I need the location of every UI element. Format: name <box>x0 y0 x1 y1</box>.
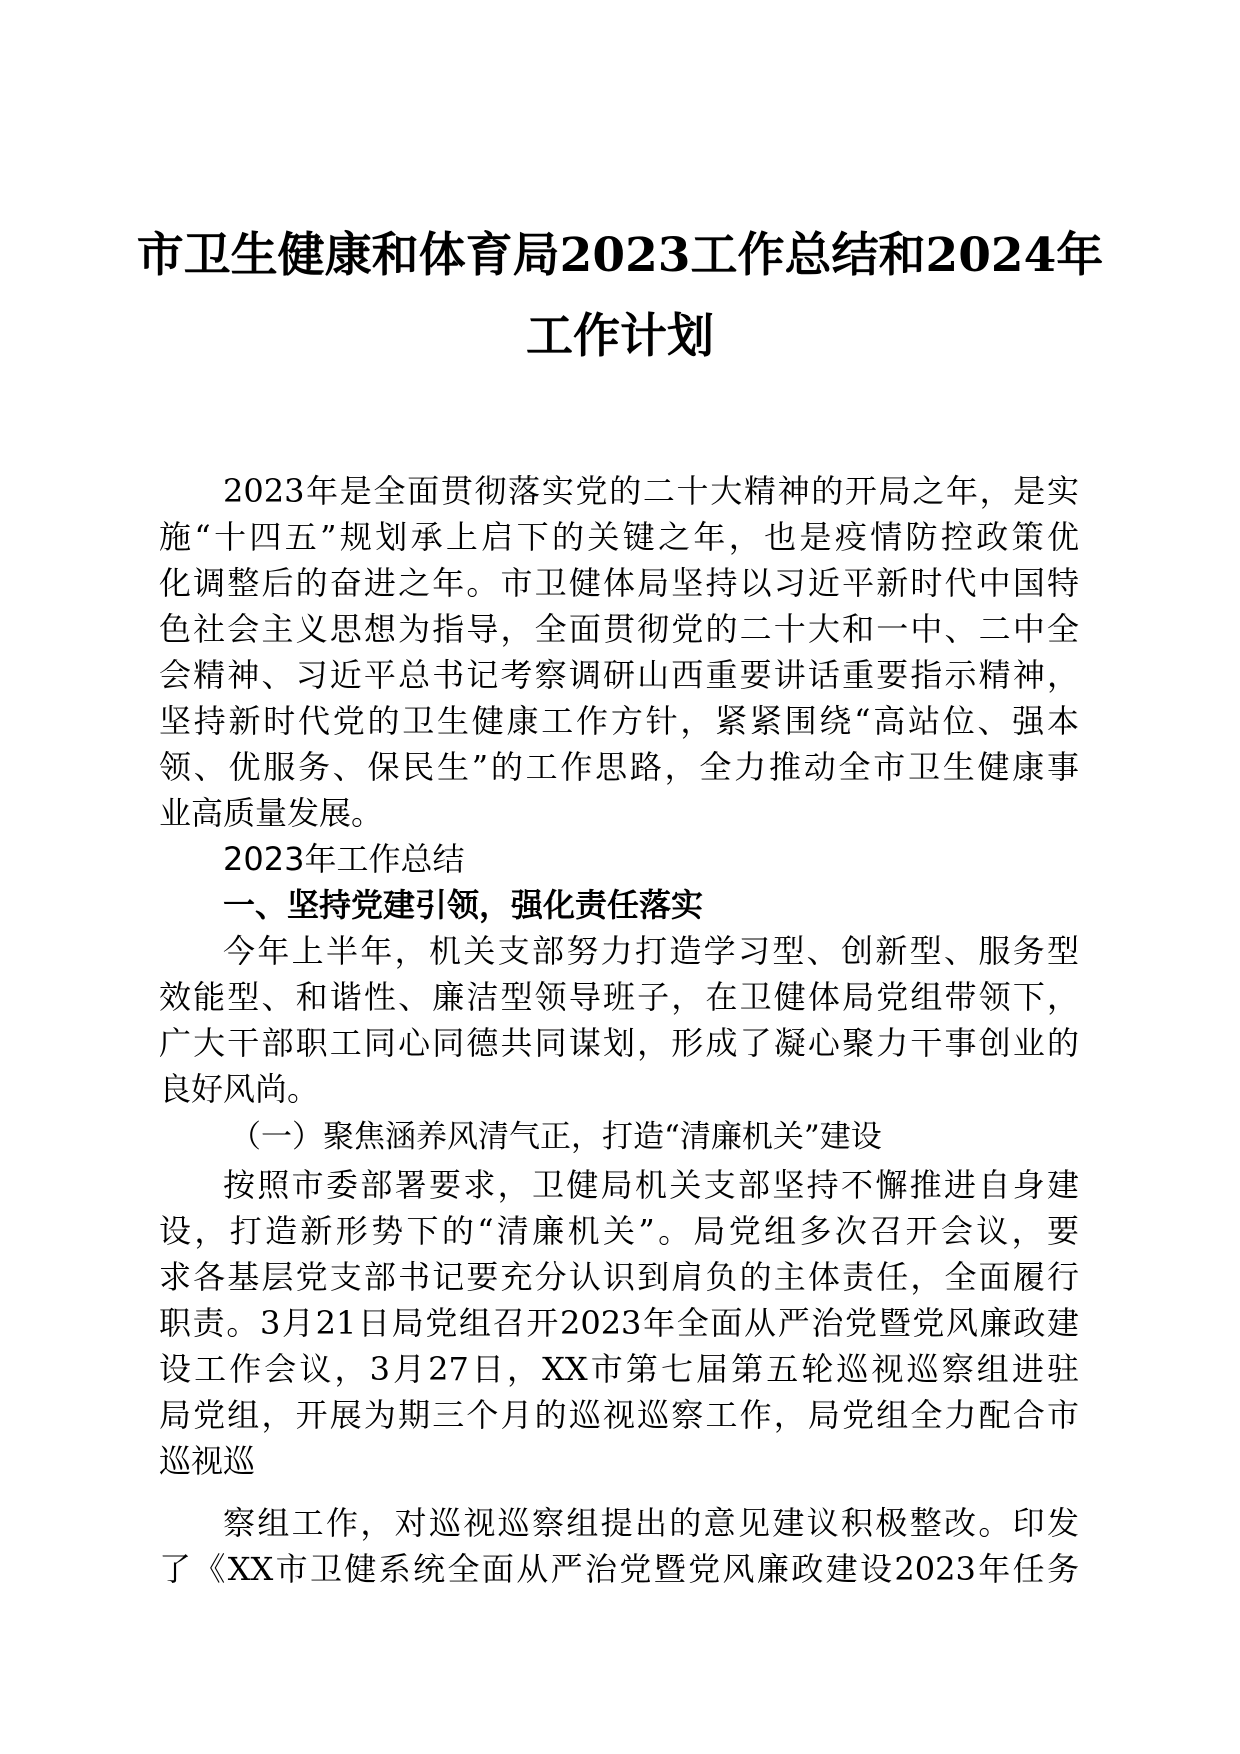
paragraph-line: 设工作会议，3月27日，XX市第七届第五轮巡视巡察组进驻 <box>159 1350 1079 1388</box>
section-heading-summary: 2023年工作总结 <box>223 840 465 878</box>
paragraph-line: 求各基层党支部书记要充分认识到肩负的主体责任，全面履行 <box>159 1258 1079 1296</box>
paragraph-line: 了《XX市卫健系统全面从严治党暨党风廉政建设2023年任务 <box>159 1550 1079 1588</box>
intro-line: 化调整后的奋进之年。市卫健体局坚持以习近平新时代中国特 <box>159 564 1079 602</box>
paragraph-line: 今年上半年，机关支部努力打造学习型、创新型、服务型 <box>223 932 1079 970</box>
paragraph-line: 良好风尚。 <box>159 1070 320 1108</box>
intro-line: 坚持新时代党的卫生健康工作方针，紧紧围绕“高站位、强本 <box>159 702 1079 740</box>
intro-line: 领、优服务、保民生”的工作思路，全力推动全市卫生健康事 <box>159 748 1079 786</box>
paragraph-line: 广大干部职工同心同德共同谋划，形成了凝心聚力干事创业的 <box>159 1024 1079 1062</box>
paragraph-line: 设，打造新形势下的“清廉机关”。局党组多次召开会议，要 <box>159 1212 1079 1250</box>
paragraph-line: 效能型、和谐性、廉洁型领导班子，在卫健体局党组带领下， <box>159 978 1079 1016</box>
paragraph-line: 职责。3月21日局党组召开2023年全面从严治党暨党风廉政建 <box>159 1304 1079 1342</box>
intro-line: 2023年是全面贯彻落实党的二十大精神的开局之年，是实 <box>223 472 1079 510</box>
intro-line: 色社会主义思想为指导，全面贯彻党的二十大和一中、二中全 <box>159 610 1079 648</box>
section-heading-one: 一、坚持党建引领，强化责任落实 <box>223 886 704 924</box>
subsection-heading-one: （一）聚焦涵养风清气正，打造“清廉机关”建设 <box>230 1119 882 1155</box>
intro-line: 会精神、习近平总书记考察调研山西重要讲话重要指示精神， <box>159 656 1079 694</box>
intro-line: 业高质量发展。 <box>159 794 384 832</box>
paragraph-line: 巡视巡 <box>159 1442 256 1480</box>
document-title-line-2: 工作计划 <box>526 309 714 364</box>
paragraph-line: 按照市委部署要求，卫健局机关支部坚持不懈推进自身建 <box>223 1166 1079 1204</box>
paragraph-line: 察组工作，对巡视巡察组提出的意见建议积极整改。印发 <box>223 1504 1079 1542</box>
intro-line: 施“十四五”规划承上启下的关键之年，也是疫情防控政策优 <box>159 518 1079 556</box>
paragraph-line: 局党组，开展为期三个月的巡视巡察工作，局党组全力配合市 <box>159 1396 1079 1434</box>
document-title-line-1: 市卫生健康和体育局2023工作总结和2024年 <box>136 228 1104 283</box>
